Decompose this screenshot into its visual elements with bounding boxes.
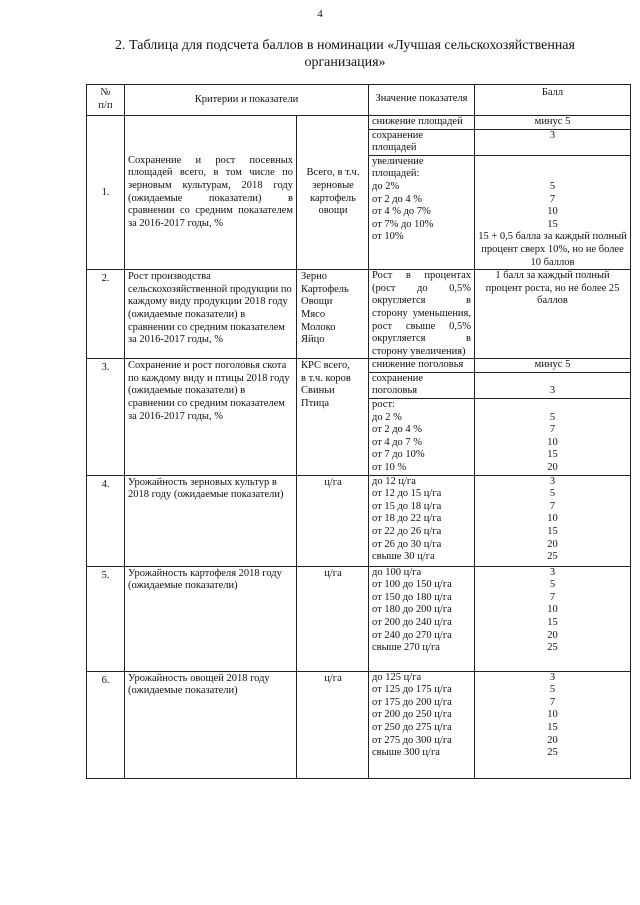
score-text: минус 5: [534, 116, 571, 127]
row-values: [369, 671, 631, 778]
value-text: до 125 ц/га от 125 до 175 ц/га от 175 до 200 ц/га от 200 до 250 ц/га от 250 до 275 ц/га от 275 до 300 ц/га свыше 300 ц/га: [369, 672, 475, 778]
row-values: [369, 116, 631, 270]
table-row: [87, 116, 631, 270]
row-unit: ц/га: [297, 671, 369, 778]
table-header: [87, 85, 631, 116]
row-criteria: Сохранение и рост поголовья скота по каждому виду и птицы 2018 году (ожидаемые показатели) в сравнении со средним показателем за 2016-2017 годы, %: [125, 359, 297, 475]
score-text: 3 5 7 10 15 20 25: [547, 566, 558, 654]
score-text: 3 5 7 10 15 20 25: [547, 671, 558, 759]
title-line-1: 2. Таблица для подсчета баллов в номинации «Лучшая сельскохозяйственная: [115, 38, 575, 53]
row-number: 1.: [87, 116, 125, 270]
row-criteria: Рост производства сельскохозяйственной продукции по каждому виду продукции 2018 году (ожидаемые показатели) в сравнении со средним показателем за 2016-2017 годы, %: [125, 270, 297, 359]
table-row: [87, 671, 631, 778]
row-unit: ц/га: [297, 475, 369, 566]
score-text: минус 5: [534, 359, 571, 371]
row-criteria: Урожайность зерновых культур в 2018 году (ожидаемые показатели): [125, 475, 297, 566]
page-number: 4: [317, 8, 323, 20]
header-value-score: [369, 85, 631, 116]
header-value: Значение показателя: [369, 85, 475, 115]
row-number: 4.: [87, 475, 125, 566]
score-text: 3: [549, 129, 556, 141]
value-text: Рост в процентах (рост до 0,5% округляется в сторону уменьшения, рост свыше 0,5% округляется в сторону увеличения): [369, 270, 475, 358]
row-number: 3.: [87, 359, 125, 475]
score-text: 5 7 10 15 20: [547, 411, 558, 474]
score-text: 1 балл за каждый полный процент роста, но не более 25 баллов: [485, 270, 620, 307]
value-text: рост: до 2 % от 2 до 4 % от 4 до 7 % от 7 до 10% от 10 %: [369, 399, 475, 475]
header-score: Балл: [541, 87, 564, 98]
row-values: [369, 270, 631, 359]
value-text: увеличение площадей: до 2% от 2 до 4 % от 4 % до 7% от 7% до 10% от 10%: [369, 156, 475, 269]
row-criteria: Урожайность картофеля 2018 году (ожидаемые показатели): [125, 566, 297, 671]
row-unit: Зерно Картофель Овощи Мясо Молоко Яйцо: [297, 270, 369, 359]
row-unit: Всего, в т.ч. зерновые картофель овощи: [297, 116, 369, 270]
row-number: 2.: [87, 270, 125, 359]
row-values: [369, 475, 631, 566]
value-text: сохранение площадей: [369, 130, 475, 155]
header-criteria: Критерии и показатели: [125, 85, 369, 116]
document-title: [100, 37, 590, 71]
title-line-2: организация»: [304, 55, 386, 70]
row-criteria: Сохранение и рост посевных площадей всего, в том числе по зерновым культурам, 2018 году (ожидаемые показатели) в сравнении со средним показателем за 2016-2017 годы, %: [125, 116, 297, 270]
row-values: [369, 359, 631, 475]
table-row: [87, 270, 631, 359]
value-text: снижение поголовья: [369, 359, 475, 372]
row-unit: КРС всего, в т.ч. коров Свиньи Птица: [297, 359, 369, 475]
value-text: до 100 ц/га от 100 до 150 ц/га от 150 до 180 ц/га от 180 до 200 ц/га от 200 до 240 ц/га от 240 до 270 ц/га свыше 270 ц/га: [369, 567, 475, 671]
value-text: снижение площадей: [369, 116, 475, 129]
table-row: [87, 359, 631, 475]
table-row: [87, 566, 631, 671]
header-num: № п/п: [87, 85, 125, 116]
score-text: 3: [549, 385, 556, 397]
row-number: 5.: [87, 566, 125, 671]
row-criteria: Урожайность овощей 2018 году (ожидаемые показатели): [125, 671, 297, 778]
score-text: 3 5 7 10 15 20 25: [547, 475, 558, 563]
row-values: [369, 566, 631, 671]
scoring-table: [86, 84, 631, 779]
table-row: [87, 475, 631, 566]
value-text: сохранение поголовья: [369, 373, 475, 398]
score-text: 5 7 10 15 15 + 0,5 балла за каждый полный процент сверх 10%, но не более 10 баллов: [478, 180, 627, 268]
row-number: 6.: [87, 671, 125, 778]
value-text: до 12 ц/га от 12 до 15 ц/га от 15 до 18 ц/га от 18 до 22 ц/га от 22 до 26 ц/га от 26 до 30 ц/га свыше 30 ц/га: [369, 476, 475, 566]
row-unit: ц/га: [297, 566, 369, 671]
